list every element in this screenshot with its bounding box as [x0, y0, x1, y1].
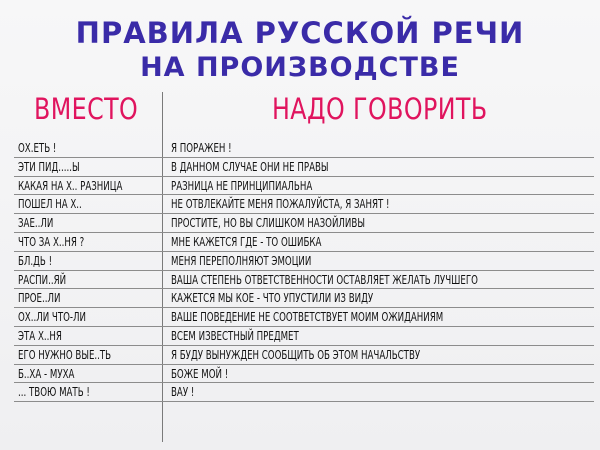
say-cell: НЕ ОТВЛЕКАЙТЕ МЕНЯ ПОЖАЛУЙСТА, Я ЗАНЯТ !	[171, 197, 390, 212]
table-row	[14, 383, 594, 402]
table-row	[14, 346, 594, 365]
instead-cell: ЗАЕ..ЛИ	[18, 216, 54, 231]
table-row	[14, 233, 594, 252]
say-cell: БОЖЕ МОЙ !	[171, 366, 229, 381]
say-cell: Я БУДУ ВЫНУЖДЕН СООБЩИТЬ ОБ ЭТОМ НАЧАЛЬСТВУ	[171, 347, 421, 362]
say-cell: ВСЕМ ИЗВЕСТНЫЙ ПРЕДМЕТ	[171, 328, 299, 343]
instead-cell: ОХ..ЛИ ЧТО-ЛИ	[18, 310, 87, 325]
table-row	[14, 158, 594, 177]
instead-cell: БЛ.ДЬ !	[18, 253, 53, 268]
instead-cell: ЕГО НУЖНО ВЫЕ..ТЬ	[18, 347, 112, 362]
instead-cell: РАСПИ..ЯЙ	[18, 272, 67, 287]
table-row	[14, 177, 594, 196]
table-row	[14, 308, 594, 327]
table-row	[14, 327, 594, 346]
column-header-instead: ВМЕСТО	[34, 92, 139, 126]
table-row	[14, 271, 594, 290]
table-row	[14, 252, 594, 271]
say-cell: КАЖЕТСЯ МЫ КОЕ - ЧТО УПУСТИЛИ ИЗ ВИДУ	[171, 291, 374, 306]
instead-cell: ЧТО ЗА Х..НЯ ?	[18, 234, 85, 249]
instead-cell: ПРОЕ..ЛИ	[18, 291, 61, 306]
table-row	[14, 289, 594, 308]
say-cell: ВАУ !	[171, 385, 195, 400]
say-cell: ПРОСТИТЕ, НО ВЫ СЛИШКОМ НАЗОЙЛИВЫ	[171, 216, 365, 231]
instead-cell: Б..ХА - МУХА	[18, 366, 75, 381]
instead-cell: ОХ.ЕТЬ !	[18, 141, 57, 155]
say-cell: В ДАННОМ СЛУЧАЕ ОНИ НЕ ПРАВЫ	[171, 159, 329, 174]
say-cell: Я ПОРАЖЕН !	[171, 141, 232, 155]
phrase-table	[14, 139, 594, 402]
title-line-1: ПРАВИЛА РУССКОЙ РЕЧИ	[75, 16, 525, 50]
column-header-say: НАДО ГОВОРИТЬ	[272, 92, 488, 126]
instead-cell: КАКАЯ НА Х.. РАЗНИЦА	[18, 178, 123, 193]
instead-cell: ... ТВОЮ МАТЬ !	[18, 385, 90, 400]
say-cell: МНЕ КАЖЕТСЯ ГДЕ - ТО ОШИБКА	[171, 234, 322, 249]
instead-cell: ЭТА Х..НЯ	[18, 328, 62, 343]
instead-cell: ЭТИ ПИД.....Ы	[18, 159, 80, 174]
table-row	[14, 365, 594, 384]
table-row	[14, 139, 594, 158]
instead-cell: ПОШЕЛ НА Х..	[18, 197, 82, 212]
table-row	[14, 195, 594, 214]
say-cell: МЕНЯ ПЕРЕПОЛНЯЮТ ЭМОЦИИ	[171, 253, 312, 268]
say-cell: ВАША СТЕПЕНЬ ОТВЕТСТВЕННОСТИ ОСТАВЛЯЕТ ЖЕЛАТЬ ЛУЧШЕГО	[171, 272, 478, 287]
say-cell: РАЗНИЦА НЕ ПРИНЦИПИАЛЬНА	[171, 178, 313, 193]
table-row	[14, 214, 594, 233]
say-cell: ВАШЕ ПОВЕДЕНИЕ НЕ СООТВЕТСТВУЕТ МОИМ ОЖИДАНИЯМ	[171, 310, 444, 325]
title-line-2: НА ПРОИЗВОДСТВЕ	[140, 52, 460, 83]
